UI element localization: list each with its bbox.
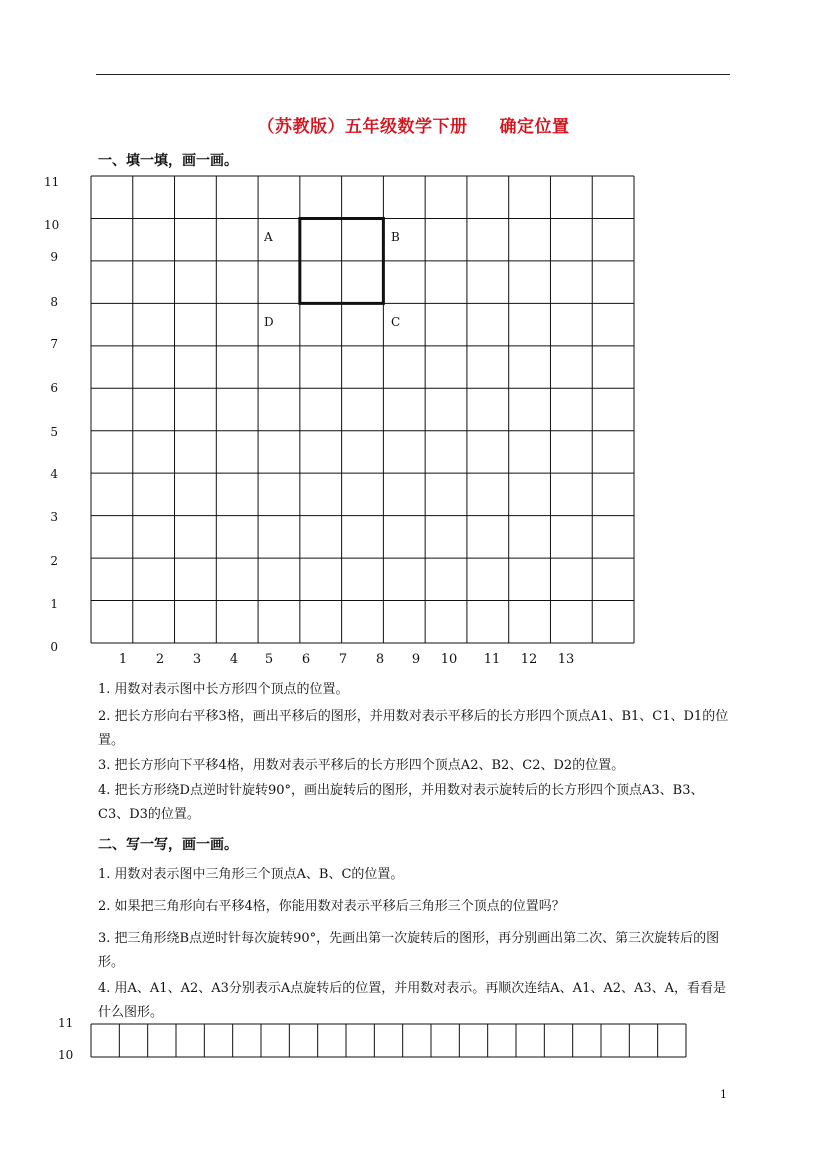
x-label-9: 9: [411, 652, 421, 667]
vertex-label-a: A: [264, 230, 273, 244]
section1-heading: 一、填一填，画一画。: [98, 153, 238, 169]
y-label-7: 7: [50, 337, 58, 351]
coordinate-grid-1: [91, 176, 634, 643]
y-label-11: 11: [44, 175, 60, 189]
y-label-0: 0: [50, 640, 58, 654]
y-label-6: 6: [50, 381, 58, 395]
s1-question-3: 3. 把长方形向下平移4格，用数对表示平移后的长方形四个顶点A2、B2、C2、D2的位置。: [98, 758, 625, 773]
vertex-label-d: D: [264, 315, 274, 329]
x-label-10: 10: [440, 652, 458, 667]
page-number: 1: [720, 1088, 727, 1101]
y-label-1: 1: [50, 597, 58, 611]
x-label-13: 13: [557, 652, 575, 667]
x-label-4: 4: [229, 652, 239, 667]
s2-question-3: 3. 把三角形绕B点逆时针每次旋转90°，先画出第一次旋转后的图形，再分别画出第二次、第三次旋转后的图形。: [98, 931, 720, 970]
page-title: （苏教版）五年级数学下册 确定位置: [257, 117, 570, 137]
x-label-6: 6: [301, 652, 311, 667]
y-label-10: 10: [44, 218, 60, 232]
y-label-5: 5: [50, 425, 58, 439]
y-label-4: 4: [50, 467, 58, 481]
y-label-8: 8: [50, 295, 58, 309]
x-label-1: 1: [118, 652, 128, 667]
y-label-9: 9: [50, 250, 58, 264]
x-label-11: 11: [483, 652, 501, 667]
x-label-5: 5: [264, 652, 274, 667]
vertex-label-c: C: [391, 315, 401, 329]
vertex-label-b: B: [391, 230, 400, 244]
coordinate-grid-2: [91, 1024, 686, 1057]
s1-question-2: 2. 把长方形向右平移3格，画出平移后的图形，并用数对表示平移后的长方形四个顶点A1、B1、C1、D1的位置。: [98, 709, 729, 748]
y-label-3: 3: [50, 510, 58, 524]
s2-question-4: 4. 用A、A1、A2、A3分别表示A点旋转后的位置，并用数对表示。再顺次连结A、A1、A2、A3、A，看看是什么图形。: [98, 981, 727, 1020]
s1-question-1: 1. 用数对表示图中长方形四个顶点的位置。: [98, 682, 349, 697]
x-label-3: 3: [192, 652, 202, 667]
y-label-2: 2: [50, 554, 58, 568]
section2-heading: 二、写一写，画一画。: [98, 837, 238, 853]
x-label-12: 12: [520, 652, 538, 667]
s1-question-4: 4. 把长方形绕D点逆时针旋转90°，画出旋转后的图形，并用数对表示旋转后的长方形四个顶点A3、B3、C3、D3的位置。: [98, 783, 704, 822]
grid2-y-label-10: 10: [58, 1048, 74, 1062]
x-label-2: 2: [155, 652, 165, 667]
x-label-7: 7: [338, 652, 348, 667]
x-label-8: 8: [375, 652, 385, 667]
s2-question-1: 1. 用数对表示图中三角形三个顶点A、B、C的位置。: [98, 867, 404, 882]
s2-question-2: 2. 如果把三角形向右平移4格，你能用数对表示平移后三角形三个顶点的位置吗？: [98, 899, 565, 914]
grid2-y-label-11: 11: [58, 1016, 74, 1030]
